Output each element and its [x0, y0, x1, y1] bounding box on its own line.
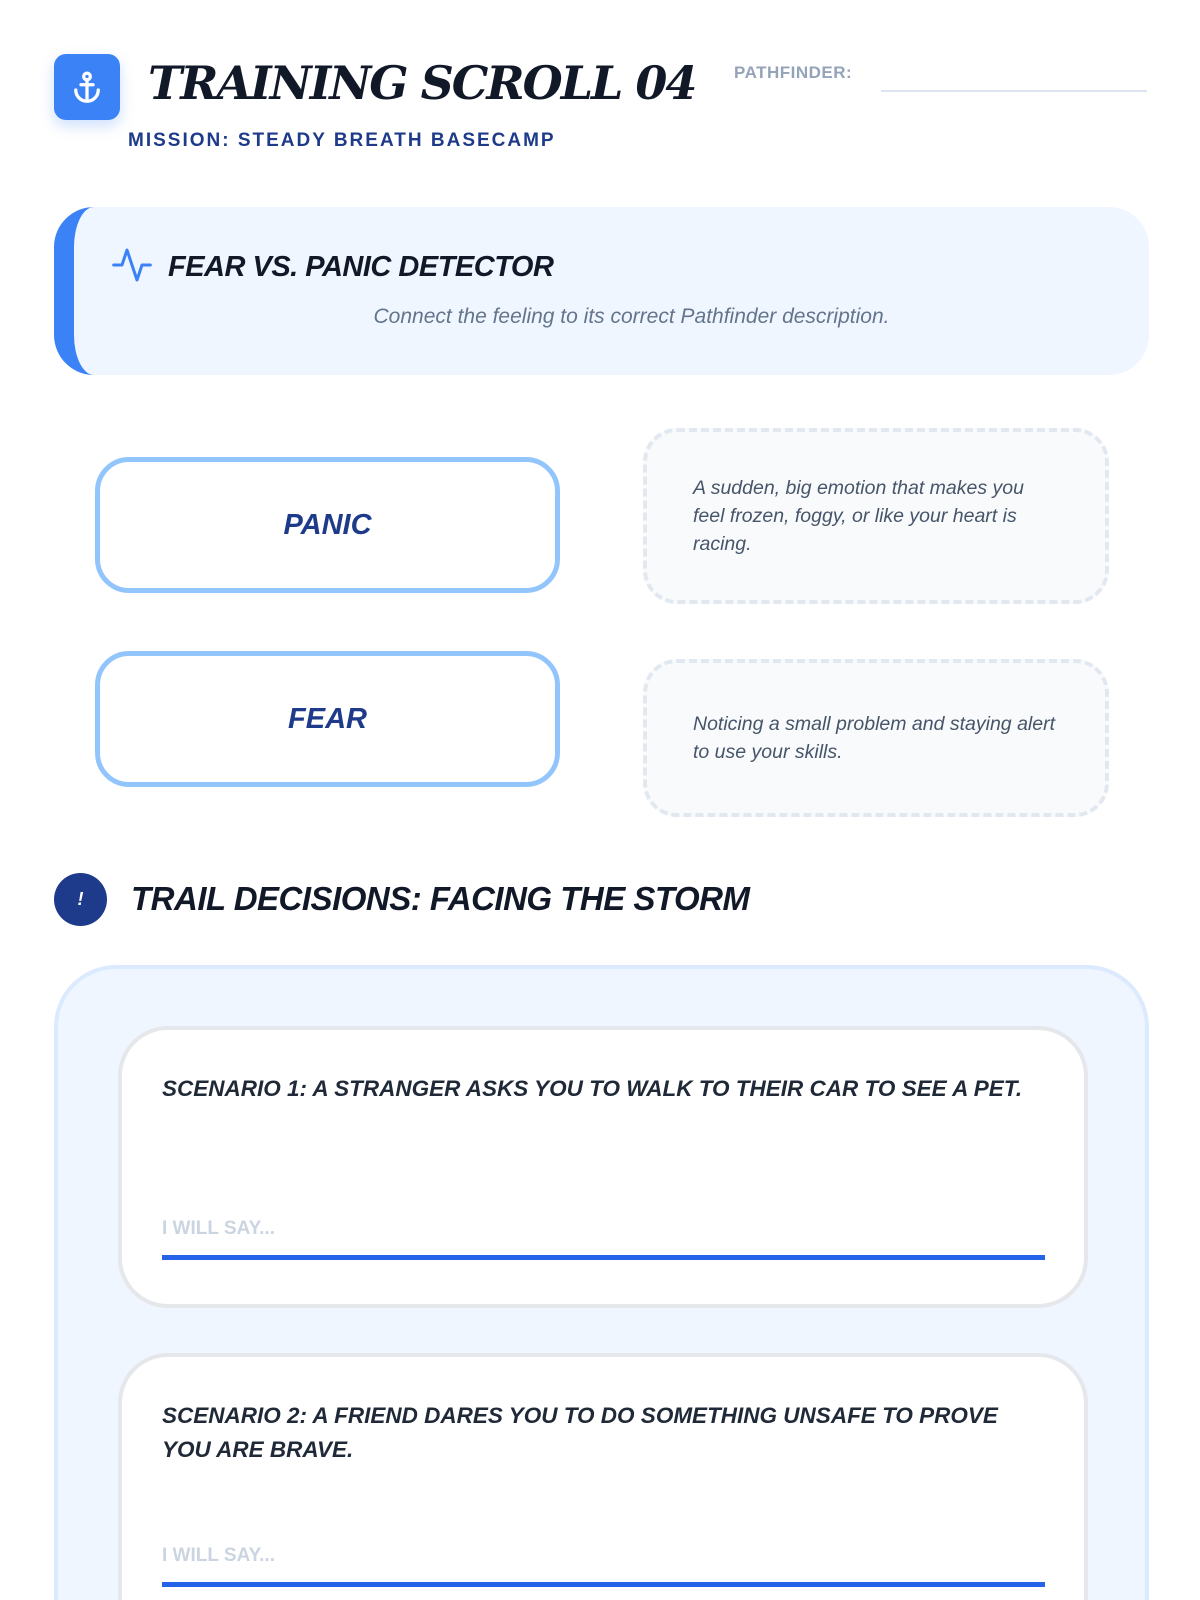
logo-badge — [54, 54, 120, 120]
term-card-fear[interactable] — [95, 651, 560, 787]
definition-text: A sudden, big emotion that makes you feel frozen, foggy, or like your heart is racing. — [693, 477, 1024, 555]
term-card-panic[interactable] — [95, 457, 560, 593]
trail-section-title: TRAIL DECISIONS: FACING THE STORM — [131, 880, 750, 917]
answer-placeholder: I WILL SAY... — [162, 1545, 275, 1566]
term-label: FEAR — [288, 702, 367, 735]
pathfinder-name-line[interactable] — [881, 90, 1147, 92]
term-label: PANIC — [283, 508, 372, 541]
mission-subtitle: MISSION: STEADY BREATH BASECAMP — [128, 130, 556, 151]
definition-card-2[interactable] — [643, 659, 1109, 817]
scenario-panel — [54, 965, 1149, 1600]
answer-placeholder: I WILL SAY... — [162, 1218, 275, 1239]
worksheet-header — [54, 54, 1150, 164]
scenario-question: SCENARIO 2: A FRIEND DARES YOU TO DO SOMETHING UNSAFE TO PROVE YOU ARE BRAVE. — [162, 1403, 998, 1462]
pulse-icon — [112, 245, 152, 285]
alert-badge: ! — [54, 873, 107, 926]
definition-text: Noticing a small problem and staying alert to use your skills. — [693, 713, 1056, 763]
page-title: TRAINING SCROLL 04 — [148, 56, 696, 110]
scenario-card-1 — [118, 1026, 1088, 1308]
scenario-question: SCENARIO 1: A STRANGER ASKS YOU TO WALK TO THEIR CAR TO SEE A PET. — [162, 1076, 1023, 1101]
detector-title: FEAR VS. PANIC DETECTOR — [168, 251, 554, 283]
detector-instructions: Connect the feeling to its correct Pathfinder description. — [373, 305, 890, 328]
answer-line[interactable] — [162, 1255, 1045, 1260]
answer-line[interactable] — [162, 1582, 1045, 1587]
scenario-card-2 — [118, 1353, 1088, 1600]
anchor-icon — [69, 69, 105, 105]
definition-card-1[interactable] — [643, 428, 1109, 604]
pathfinder-label: PATHFINDER: — [734, 63, 853, 82]
detector-banner — [54, 207, 1149, 375]
